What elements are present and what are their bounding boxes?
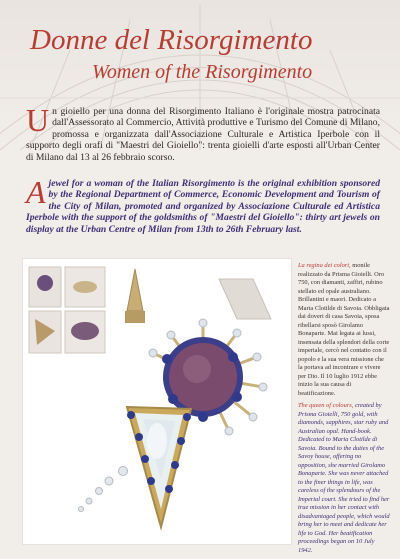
- page-title-english: Women of the Risorgimento: [92, 61, 313, 83]
- intro-paragraph-english: [26, 174, 380, 235]
- opal-pendant: [127, 407, 191, 527]
- intro-paragraph-italian: [26, 102, 380, 163]
- caption-title-english: The queen of colours,: [298, 402, 354, 409]
- intro-text-italian: n gioiello per una donna del Risorgimento Italiano è l'originale mostra patrocinata dall'Assessorato al Commercio, Attività produttive e Turismo del Comune di Milano, promossa e organizzata dall'Associazione Culturale e Artistica Iperbole con il supporto degli orafi di "Maestri del Gioiello": trenta gioielli d'arte esposti all'Urban Center di Milano dal 13 al 26 febbraio scorso.: [26, 106, 380, 163]
- caption-italian: [298, 262, 390, 398]
- dropcap-italian: U: [26, 102, 50, 138]
- caption-title-italian: La regina dei colori,: [298, 262, 351, 269]
- caption-english: [298, 402, 390, 555]
- jewel-photo: [22, 258, 292, 545]
- jewel-illustration: [23, 259, 291, 544]
- photo-caption: [298, 262, 390, 559]
- caption-text-english: created by Prisma Gioielli, 750 gold, with diamonds, sapphires, star ruby and Australian opal. Hand-book. Dedicated to Maria Clotilde di Savoia. Bound to the duties of the Savoy house, offering no opposition, she married Girolamo Bonaparte. She was never attached to the finer things in life, was careless of the splendours of the Imperial court. She tried to find her true mission in her contact with disadvantaged people, which would bring her to meet and dedicate her life to God. Her beatification proceedings began on 10 July 1942.: [298, 402, 390, 554]
- intro-text-english: jewel for a woman of the Italian Risorgimento is the original exhibition sponsored by the Regional Department of Commerce, Economic Development and Tourism of the City of Milan, promoted and organized by Associazione Culturale ed Artistica Iperbole with the support of the goldsmiths of "Maestri del Gioiello": thirty art jewels on display at the Urban Centre of Milan from 13th to 26th February last.: [26, 178, 380, 235]
- page-title-italian: Donne del Risorgimento: [30, 24, 313, 56]
- detail-thumbnails: [29, 267, 105, 353]
- dropcap-english: A: [26, 174, 46, 210]
- caption-text-italian: monile realizzato da Prisma Gioielli. Oro 750, con diamanti, zaffiri, rubino stellato ed opale australiano. Brillantini e maori. Dedicato a Maria Clotilde di Savoia. Obbligata dai doveri di casa Savoia, sposa ribellarsi sposò Girolamo Bonaparte. Mai legata ai lussi, insensata della splendori della corte imperiale, cercò nel contatto con il popolo e la sua vera missione che la portava ad incontrare e vivere per Dio. Il 10 luglio 1912 ebbe inizio la sua causa di beatificazione.: [298, 262, 390, 397]
